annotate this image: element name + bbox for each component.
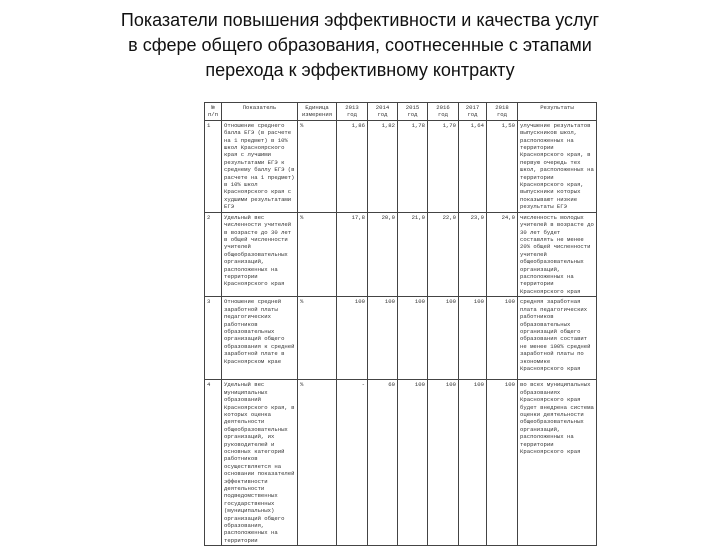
table-cell: 100 [398,297,428,380]
table-cell: - [337,380,368,546]
table-cell: 21,0 [398,212,428,296]
table-header [205,103,597,121]
table-cell: численность молодых учителей в возрасте до 30 лет будет составлять не менее 20% общей численности учителей общеобразовательных организаций, расположенных на территории Красноярского края [518,212,597,296]
column-header: 2017 год [459,103,487,121]
table-cell: 100 [398,380,428,546]
column-header: 2013 год [337,103,368,121]
table-cell: 1,86 [337,120,368,212]
table-cell: 100 [428,297,459,380]
table-cell: 3 [205,297,222,380]
table-row [205,297,597,380]
title-line: Показатели повышения эффективности и качества услуг [120,10,600,30]
title-line: перехода к эффективному контракту [205,60,515,80]
table-cell: Удельный вес муниципальных образований Красноярского края, в которых оценка деятельности общеобразовательных организаций, их руководителей и основных категорий работников осуществляется на основании показателей эффективности деятельности подведомственных государственных (муниципальных) организаций общего образования, расположенных на территории [222,380,298,546]
table-cell: средняя заработная плата педагогических работников образовательных организаций общего образования составит не менее 100% средней заработной платы по экономике Красноярского края [518,297,597,380]
table-cell: 1 [205,120,222,212]
table-cell: 20,0 [368,212,398,296]
table-cell: 23,9 [459,212,487,296]
table-cell: 100 [428,380,459,546]
table-row [205,212,597,296]
column-header: 2016 год [428,103,459,121]
table-cell: % [298,120,337,212]
column-header: № п/п [205,103,222,121]
table-cell: % [298,380,337,546]
table-cell: во всех муниципальных образованиях Красноярского края будет внедрена система оценки деятельности общеобразовательных организаций, расположенных на территории Красноярского края [518,380,597,546]
indicators-table [204,102,597,546]
table-cell: % [298,297,337,380]
column-header: 2014 год [368,103,398,121]
table-cell: 100 [337,297,368,380]
table-cell: 1,70 [428,120,459,212]
table-cell: 4 [205,380,222,546]
table-cell: 1,78 [398,120,428,212]
table-cell: % [298,212,337,296]
table-cell: 60 [368,380,398,546]
table-cell: 22,0 [428,212,459,296]
table-row [205,380,597,546]
table-cell: Отношение среднего балла ЕГЭ (в расчете на 1 предмет) в 10% школ Красноярского края с лучшими результатами ЕГЭ к среднему баллу ЕГЭ (в расчете на 1 предмет) в 10% школ Красноярского края с худшими результатами ЕГЭ [222,120,298,212]
table-cell: 100 [487,380,518,546]
table-cell: 100 [459,380,487,546]
table-cell: 2 [205,212,222,296]
table-cell: Удельный вес численности учителей в возрасте до 30 лет в общей численности учителей общеобразовательных организаций, расположенных на территории Красноярского края [222,212,298,296]
table-cell: 1,64 [459,120,487,212]
table-cell: 100 [459,297,487,380]
table-cell: 100 [487,297,518,380]
title-line: в сфере общего образования, соотнесенные с этапами [128,35,592,55]
column-header: Единица измерения [298,103,337,121]
slide-title [0,8,720,83]
column-header: Показатель [222,103,298,121]
table-cell: 1,82 [368,120,398,212]
table-cell: улучшение результатов выпускников школ, расположенных на территории Красноярского края, в первую очередь тех школ, расположенных на территории Красноярского края, выпускники которых показывают низкие результаты ЕГЭ [518,120,597,212]
column-header: Результаты [518,103,597,121]
table-cell: 17,8 [337,212,368,296]
column-header: 2015 год [398,103,428,121]
column-header: 2018 год [487,103,518,121]
table-cell: Отношение средней заработной платы педагогических работников образовательных организаций общего образования к средней заработной плате в Красноярском крае [222,297,298,380]
table-cell: 24,0 [487,212,518,296]
table-cell: 1,50 [487,120,518,212]
table-cell: 100 [368,297,398,380]
table-row [205,120,597,212]
